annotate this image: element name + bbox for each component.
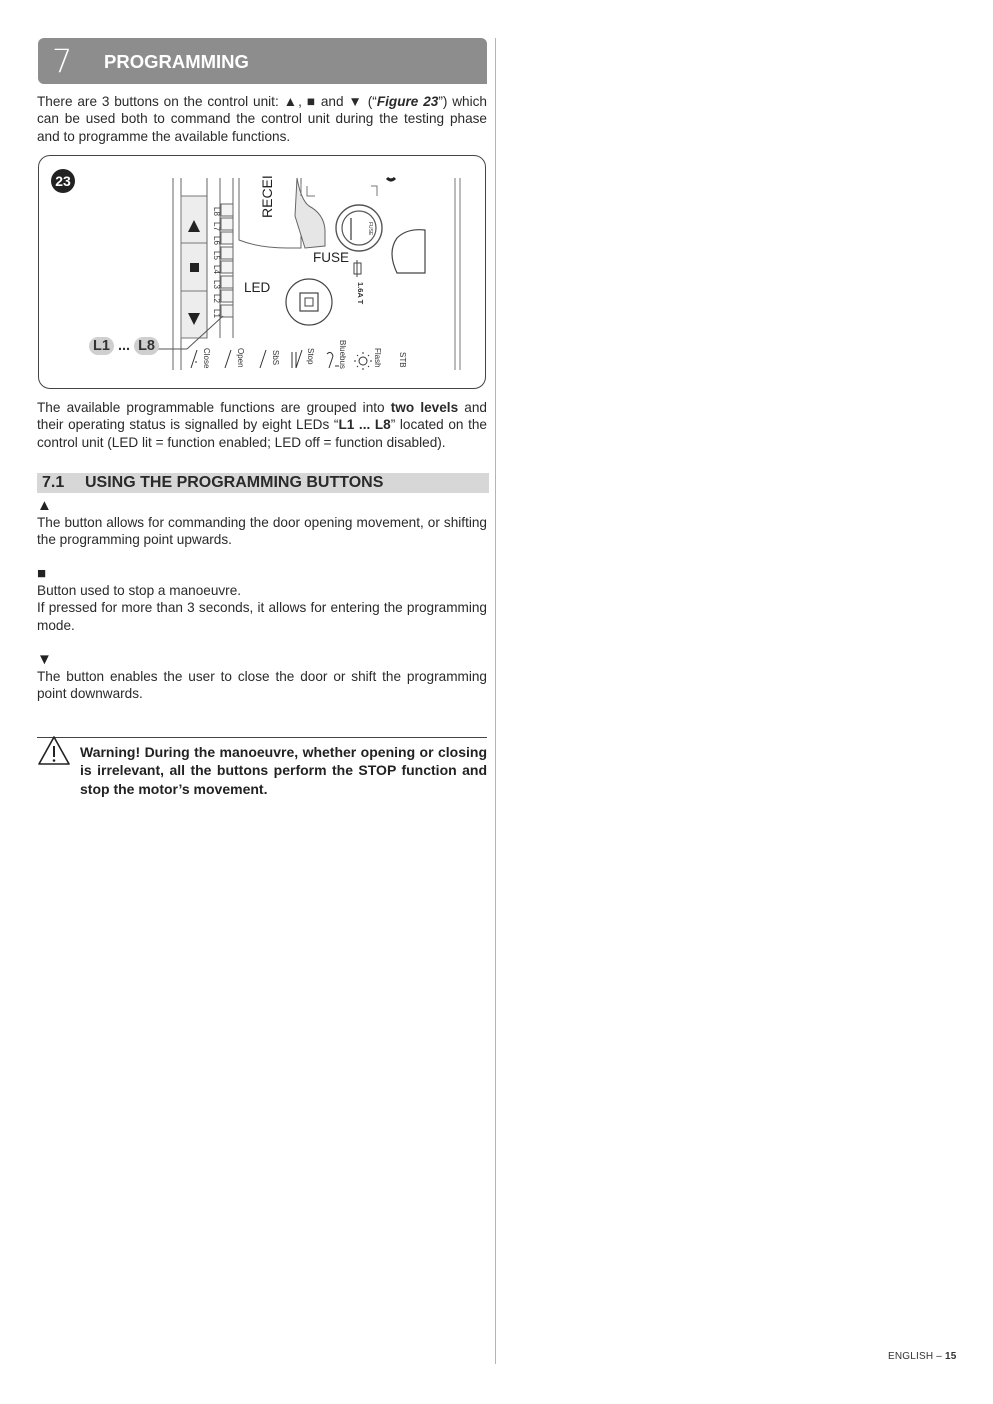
stop-symbol-icon: ■ <box>306 94 317 109</box>
button-desc-up <box>37 498 487 549</box>
button-desc-down <box>37 652 487 703</box>
intro-text-2: ”) which can be used both to command the control unit during the testing phase and to programme the available functions. <box>37 94 487 144</box>
figure-number-badge: 23 <box>51 169 75 193</box>
leds-callout <box>89 337 159 355</box>
levels-text-3: ” located on the control unit (LED lit = function enabled; LED off = function disabled). <box>37 417 487 450</box>
figure-23 <box>38 155 486 389</box>
levels-paragraph <box>37 399 487 451</box>
levels-bold-1: two levels <box>390 400 459 415</box>
led-name-l2: L2 <box>212 294 221 303</box>
terminal-stb-label: STB <box>398 352 407 368</box>
led-strip <box>221 204 233 317</box>
button-desc-stop-text-1: Button used to stop a manoeuvre. <box>37 583 242 598</box>
terminal-sbs-label: SbS <box>271 350 280 366</box>
subsection-number: 7.1 <box>42 474 65 491</box>
warning-triangle-icon <box>37 734 71 768</box>
button-desc-stop <box>37 566 487 634</box>
led-name-l7: L7 <box>212 222 221 231</box>
warning-text: Warning! During the manoeuvre, whether opening or closing is irrelevant, all the buttons perform the STOP function and stop the motor’s movement. <box>80 744 487 797</box>
led-name-l6: L6 <box>212 236 221 245</box>
intro-quote: (“ <box>362 94 377 109</box>
terminal-stop-label: Stop <box>306 348 315 365</box>
fuse-rating-label: 1.6A T <box>356 282 365 305</box>
levels-text-1: The available programmable functions are grouped into <box>37 400 391 415</box>
fuse-label: FUSE <box>313 250 350 265</box>
footer-language: ENGLISH – <box>888 1351 946 1362</box>
fuse-small-label: FUSE <box>367 222 373 236</box>
button-desc-down-text: The button enables the user to close the door or shift the programming point downwards. <box>37 669 487 702</box>
intro-paragraph <box>37 93 487 145</box>
led-name-l3: L3 <box>212 280 221 289</box>
down-arrow-icon: ▼ <box>37 651 52 668</box>
subsection-header <box>37 473 489 493</box>
led-label: LED <box>244 280 271 295</box>
led-name-l1: L1 <box>212 309 221 318</box>
intro-comma: , <box>298 94 307 109</box>
led-name-l5: L5 <box>212 251 221 260</box>
column-divider <box>495 38 496 1364</box>
terminal-close-label: Close <box>202 348 211 369</box>
stop-square-icon: ■ <box>37 565 47 582</box>
section-header <box>38 38 487 84</box>
leds-callout-l1: L1 <box>89 337 114 355</box>
intro-text-1: There are 3 buttons on the control unit: <box>37 94 284 109</box>
page-number: 15 <box>945 1351 957 1362</box>
led-name-l4: L4 <box>212 265 221 274</box>
levels-bold-2: L1 ... L8 <box>338 417 391 433</box>
subsection-title: USING THE PROGRAMMING BUTTONS <box>85 474 384 491</box>
leds-callout-sep: ... <box>113 338 135 354</box>
terminal-bluebus-label: Bluebus <box>338 340 347 369</box>
button-desc-up-text: The button allows for commanding the door opening movement, or shifting the programming point upwards. <box>37 515 487 548</box>
figure-reference: Figure 23 <box>376 94 439 109</box>
led-name-l8: L8 <box>212 207 221 216</box>
section-title: PROGRAMMING <box>104 51 249 72</box>
up-arrow-icon: ▲ <box>37 497 52 514</box>
section-number: 7 <box>52 42 73 80</box>
receiver-label: RECEI <box>259 175 275 218</box>
page-footer <box>888 1351 957 1362</box>
intro-and: and <box>316 94 349 109</box>
down-symbol-icon: ▼ <box>348 94 363 109</box>
levels-text-2: and their operating status is signalled by eight LEDs “ <box>37 400 487 433</box>
leds-callout-l8: L8 <box>134 337 159 355</box>
stop-button-icon <box>190 263 199 272</box>
button-desc-stop-text-2: If pressed for more than 3 seconds, it allows for entering the programming mode. <box>37 600 487 633</box>
terminal-flash-label: Flash <box>373 348 382 368</box>
terminal-open-label: Open <box>236 348 245 368</box>
up-symbol-icon: ▲ <box>283 94 299 109</box>
warning-rule <box>37 737 487 738</box>
